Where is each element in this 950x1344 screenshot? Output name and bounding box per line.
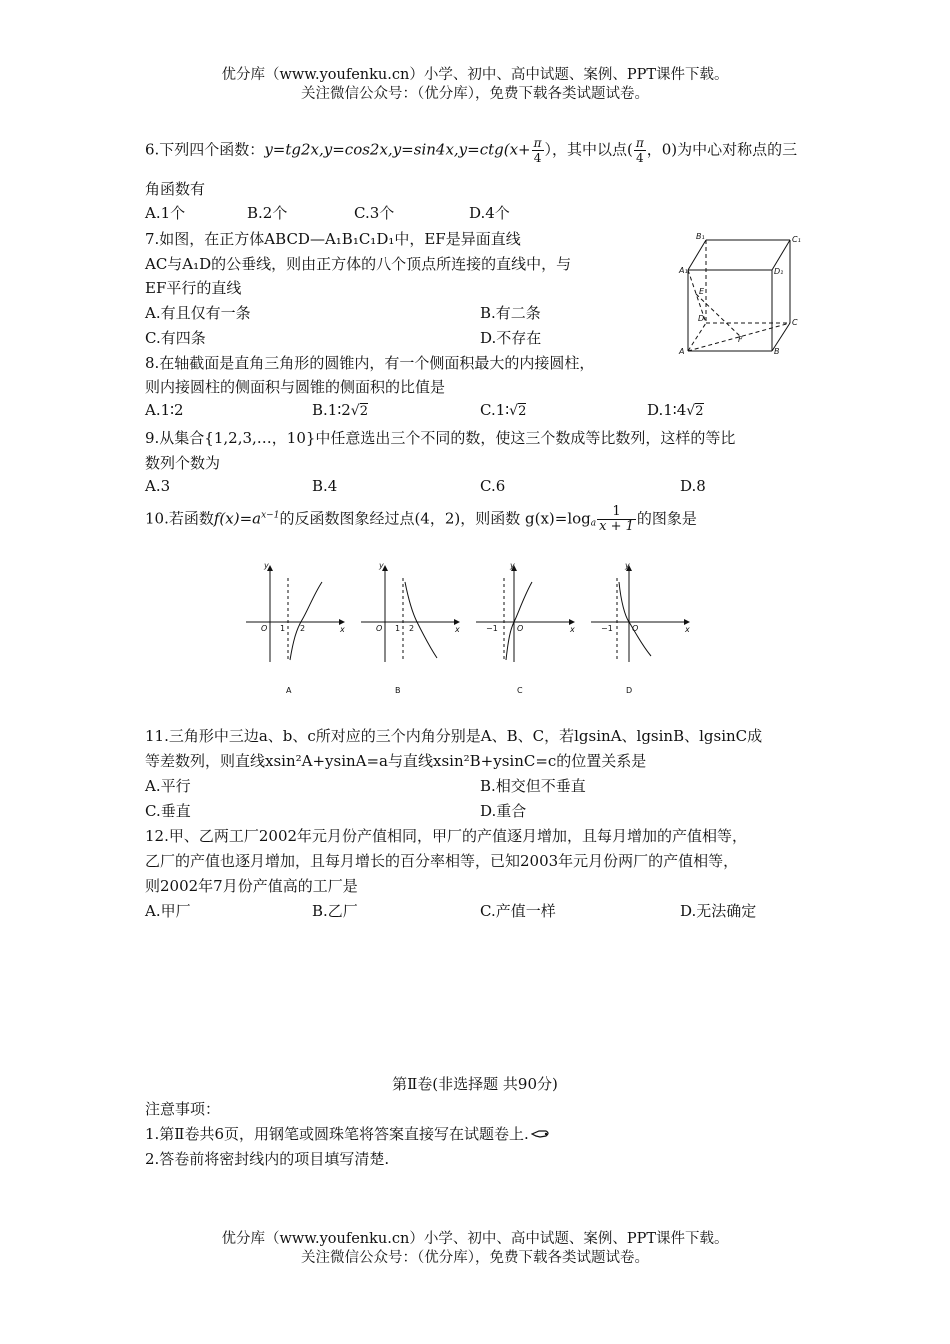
question-7-line-1: 7.如图，在正方体ABCD—A₁B₁C₁D₁中，EF是异面直线 (145, 230, 521, 248)
q7-option-b: B.有二条 (480, 304, 541, 322)
svg-text:2: 2 (300, 624, 306, 633)
q9-option-d: D.8 (680, 477, 706, 495)
q6-functions: y=tg2x,y=cos2x,y=sin4x,y=ctg(x+ (264, 140, 531, 159)
question-9-line-2: 数列个数为 (145, 454, 221, 472)
svg-text:−1: −1 (601, 624, 613, 633)
q12-option-d: D.无法确定 (680, 902, 757, 920)
svg-text:x: x (685, 625, 690, 634)
notice-item-1: 1.第Ⅱ卷共6页，用钢笔或圆珠笔将答案直接写在试题卷上. (145, 1123, 551, 1144)
graph-label-c: C (517, 686, 523, 695)
svg-text:2: 2 (409, 624, 415, 633)
q11-option-b: B.相交但不垂直 (480, 777, 586, 795)
cube-figure (672, 226, 812, 361)
graph-b (361, 561, 460, 695)
graph-a (246, 561, 345, 695)
q9-option-a: A.3 (145, 477, 171, 495)
q6-option-c: C.3个 (354, 204, 395, 222)
svg-text:−1: −1 (486, 624, 498, 633)
question-10: 10.若函数$f(x)=a^{x-1}$的反函数图象经过点(4，2)，则函数 $g(x)=\log_a$ $\frac{1}{x + 1}$ 的图象是 (145, 504, 697, 534)
q6-mid: ），其中以点( (544, 140, 633, 159)
graph-label-b: B (395, 686, 401, 695)
cube-label-f: F (738, 335, 743, 344)
cube-label-b1: B₁ (696, 232, 705, 241)
notice-heading: 注意事项： (145, 1100, 221, 1118)
svg-text:O: O (517, 624, 524, 633)
q8-option-a: A.1∶2 (145, 401, 184, 419)
cube-label-c1: C₁ (792, 235, 801, 244)
footer-line-1: 优分库（www.youfenku.cn）小学、初中、高中试题、案例、PPT课件下载。 (221, 1231, 729, 1247)
q11-option-d: D.重合 (480, 802, 527, 820)
svg-text:1: 1 (280, 624, 286, 633)
question-7-line-2: AC与A₁D的公垂线，则由正方体的八个顶点所连接的直线中，与 (145, 255, 572, 273)
cube-label-a: A (679, 347, 685, 356)
q6-option-b: B.2个 (247, 204, 288, 222)
q8-option-b: B.1∶2√ 2 (312, 401, 368, 419)
pointing-hand-icon (531, 1128, 551, 1140)
question-12-line-3: 则2002年7月份产值高的工厂是 (145, 877, 358, 895)
q6-prefix: 6.下列四个函数： (145, 140, 265, 159)
graph-label-d: D (626, 686, 633, 695)
cube-label-e: E (699, 287, 705, 296)
cube-label-d: D (698, 314, 705, 323)
svg-text:y: y (264, 561, 269, 570)
q6-fraction-2: $\frac{\pi}{4}$ (635, 136, 644, 165)
svg-text:x: x (455, 625, 460, 634)
q9-option-b: B.4 (312, 477, 338, 495)
q8-option-c: C.1∶√ 2 (480, 401, 526, 419)
question-11-line-1: 11.三角形中三边a、b、c所对应的三个内角分别是A、B、C，若lgsinA、lgsinB、lgsinC成 (145, 727, 763, 745)
svg-text:1: 1 (395, 624, 401, 633)
q6-option-d: D.4个 (469, 204, 510, 222)
q6-tail: ，0)为中心对称点的三 (646, 140, 798, 159)
footer-line-2: 关注微信公众号：（优分库），免费下载各类试题试卷。 (301, 1250, 649, 1266)
q6-option-a: A.1个 (145, 204, 186, 222)
q10-graphs (240, 560, 700, 705)
q7-option-d: D.不存在 (480, 329, 542, 347)
q11-option-c: C.垂直 (145, 802, 191, 820)
cube-label-a1: A₁ (679, 266, 688, 275)
svg-text:x: x (340, 625, 345, 634)
part-2-title: 第Ⅱ卷(非选择题 共90分) (392, 1075, 558, 1093)
q9-option-c: C.6 (480, 477, 506, 495)
q7-option-a: A.有且仅有一条 (145, 304, 251, 322)
header-line-2: 关注微信公众号：（优分库），免费下载各类试题试卷。 (301, 86, 649, 102)
graph-c (476, 561, 575, 695)
cube-label-d1: D₁ (774, 267, 784, 276)
cube-label-b: B (774, 347, 780, 356)
cube-label-c: C (792, 318, 798, 327)
svg-text:y: y (379, 561, 384, 570)
graph-label-a: A (286, 686, 292, 695)
question-8-line-1: 8.在轴截面是直角三角形的圆锥内，有一个侧面积最大的内接圆柱， (145, 354, 595, 372)
q6-fraction-1: $\frac{\pi}{4}$ (533, 136, 542, 165)
q11-option-a: A.平行 (145, 777, 191, 795)
question-12-line-2: 乙厂的产值也逐月增加，且每月增长的百分率相等，已知2003年元月份两厂的产值相等， (145, 852, 739, 870)
graph-d (591, 561, 690, 695)
svg-text:y: y (510, 561, 515, 570)
question-9-line-1: 9.从集合{1,2,3,…，10}中任意选出三个不同的数，使这三个数成等比数列，这样的等比 (145, 429, 736, 447)
q7-option-c: C.有四条 (145, 329, 206, 347)
q12-option-b: B.乙厂 (312, 902, 358, 920)
svg-text:O: O (261, 624, 268, 633)
question-11-line-2: 等差数列，则直线xsin²A+ysinA=a与直线xsin²B+ysinC=c的位置关系是 (145, 752, 647, 770)
question-6-line-2: 角函数有 (145, 180, 206, 198)
question-12-line-1: 12.甲、乙两工厂2002年元月份产值相同，甲厂的产值逐月增加，且每月增加的产值相等， (145, 827, 748, 845)
svg-text:x: x (570, 625, 575, 634)
svg-text:O: O (376, 624, 383, 633)
notice-item-2: 2.答卷前将密封线内的项目填写清楚. (145, 1150, 390, 1168)
q12-option-c: C.产值一样 (480, 902, 556, 920)
svg-text:y: y (625, 561, 630, 570)
question-6-line-1 (145, 136, 797, 165)
header-line-1: 优分库（www.youfenku.cn）小学、初中、高中试题、案例、PPT课件下载。 (221, 67, 729, 83)
svg-text:O: O (632, 624, 639, 633)
q12-option-a: A.甲厂 (145, 902, 191, 920)
question-8-line-2: 则内接圆柱的侧面积与圆锥的侧面积的比值是 (145, 378, 446, 396)
question-7-line-3: EF平行的直线 (145, 279, 242, 297)
q8-option-d: D.1∶4√ 2 (647, 401, 704, 419)
